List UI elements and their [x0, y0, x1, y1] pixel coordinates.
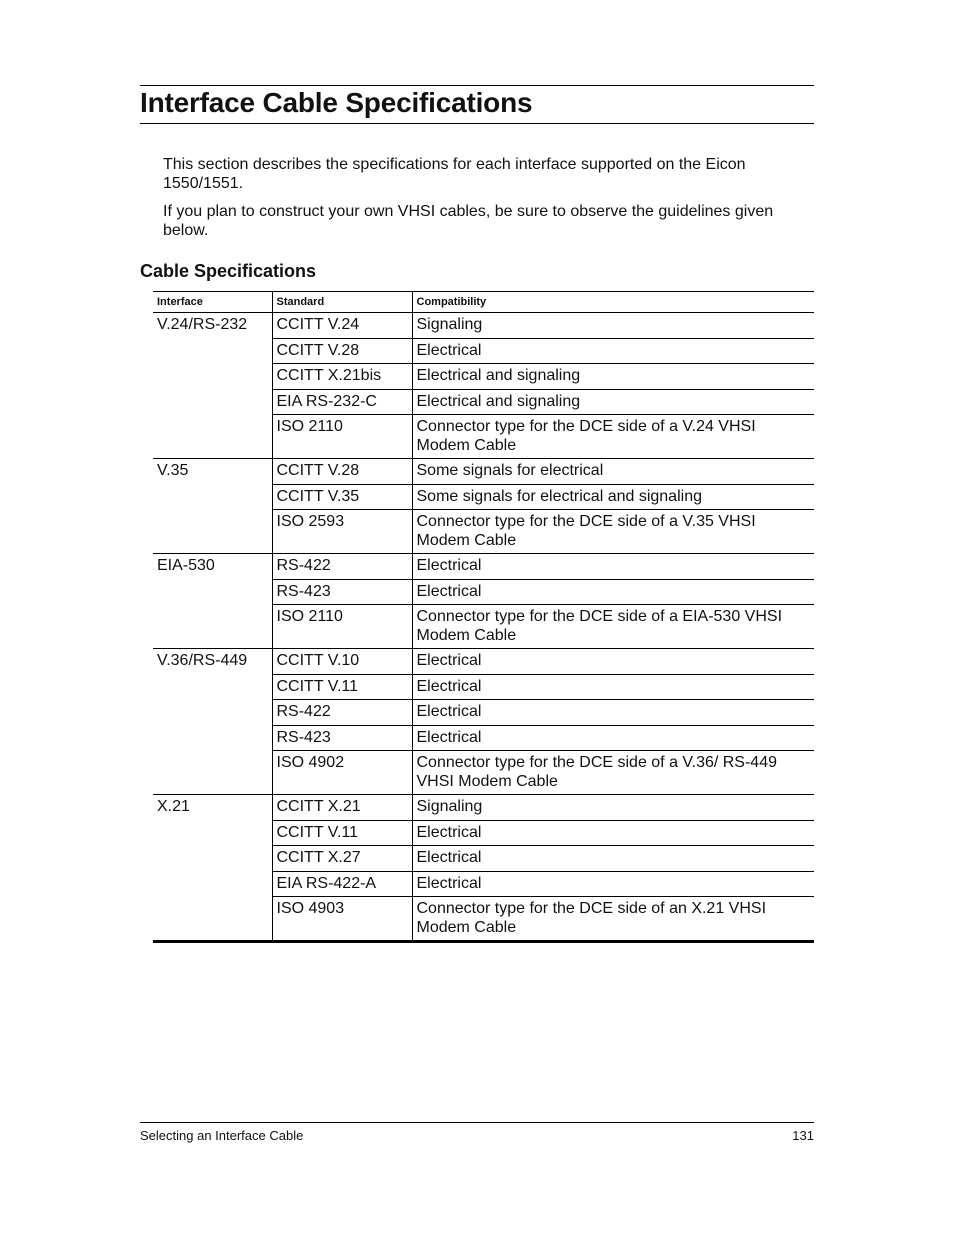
- cell-interface: [153, 820, 272, 846]
- cell-compatibility: Connector type for the DCE side of an X.21 VHSI Modem Cable: [412, 897, 814, 942]
- table-row: [153, 751, 814, 795]
- cell-interface: [153, 846, 272, 872]
- cell-compatibility: Connector type for the DCE side of a V.24 VHSI Modem Cable: [412, 415, 814, 459]
- cell-compatibility: Electrical: [412, 871, 814, 897]
- table-row: [153, 674, 814, 700]
- table-row: [153, 897, 814, 942]
- header-interface: Interface: [153, 292, 272, 313]
- cable-spec-table: [153, 291, 814, 943]
- cell-standard: ISO 2110: [272, 605, 412, 649]
- cell-compatibility: Electrical: [412, 579, 814, 605]
- table-row: [153, 554, 814, 580]
- cell-standard: CCITT V.28: [272, 338, 412, 364]
- table-row: [153, 871, 814, 897]
- table-row: [153, 725, 814, 751]
- cell-interface: [153, 725, 272, 751]
- table-row: [153, 700, 814, 726]
- cell-compatibility: Electrical: [412, 846, 814, 872]
- cell-compatibility: Some signals for electrical: [412, 459, 814, 485]
- cell-standard: ISO 2593: [272, 510, 412, 554]
- cell-standard: CCITT V.28: [272, 459, 412, 485]
- cell-standard: CCITT X.27: [272, 846, 412, 872]
- cell-standard: ISO 4902: [272, 751, 412, 795]
- cell-compatibility: Electrical and signaling: [412, 389, 814, 415]
- table-row: [153, 579, 814, 605]
- cell-interface: V.24/RS-232: [157, 316, 248, 333]
- cell-interface: [153, 751, 272, 795]
- cell-interface: [153, 605, 272, 649]
- cell-interface: [153, 389, 272, 415]
- table-row: [153, 364, 814, 390]
- cell-compatibility: Electrical and signaling: [412, 364, 814, 390]
- cell-compatibility: Signaling: [412, 795, 814, 821]
- cell-compatibility: Connector type for the DCE side of a V.35 VHSI Modem Cable: [412, 510, 814, 554]
- cell-standard: CCITT X.21bis: [272, 364, 412, 390]
- cell-interface: V.36/RS-449: [157, 652, 248, 669]
- cell-standard: ISO 4903: [272, 897, 412, 942]
- table-row: [153, 338, 814, 364]
- section-heading: Cable Specifications: [140, 261, 317, 281]
- cell-interface: [153, 364, 272, 390]
- cell-standard: RS-423: [272, 725, 412, 751]
- page-number: 131: [792, 1128, 814, 1143]
- cell-compatibility: Electrical: [412, 554, 814, 580]
- table-row: [153, 510, 814, 554]
- cell-compatibility: Electrical: [412, 725, 814, 751]
- header-standard: Standard: [272, 292, 412, 313]
- table-row: [153, 484, 814, 510]
- cell-interface: EIA-530: [157, 557, 215, 574]
- cell-compatibility: Electrical: [412, 700, 814, 726]
- cell-interface: [153, 674, 272, 700]
- cell-standard: EIA RS-422-A: [272, 871, 412, 897]
- intro-paragraph-1: This section describes the specifications for each interface supported on the Eicon 1550/1551.: [163, 156, 746, 192]
- table-row: [153, 313, 814, 339]
- cell-compatibility: Connector type for the DCE side of a V.36/ RS-449 VHSI Modem Cable: [412, 751, 814, 795]
- cell-standard: RS-422: [272, 700, 412, 726]
- cell-compatibility: Signaling: [412, 313, 814, 339]
- cell-standard: CCITT V.35: [272, 484, 412, 510]
- title-bottom-rule: [140, 123, 814, 124]
- cell-standard: RS-422: [272, 554, 412, 580]
- cell-standard: CCITT V.24: [272, 313, 412, 339]
- table-row: [153, 820, 814, 846]
- table-row: [153, 389, 814, 415]
- cell-compatibility: Some signals for electrical and signaling: [412, 484, 814, 510]
- cell-standard: ISO 2110: [272, 415, 412, 459]
- table-row: [153, 459, 814, 485]
- table-row: [153, 415, 814, 459]
- cell-interface: [153, 510, 272, 554]
- cell-interface: [153, 579, 272, 605]
- cell-interface: V.35: [157, 462, 189, 479]
- cell-standard: CCITT V.11: [272, 674, 412, 700]
- cell-compatibility: Electrical: [412, 338, 814, 364]
- footer-section-title: Selecting an Interface Cable: [140, 1128, 304, 1143]
- table-row: [153, 649, 814, 675]
- cell-interface: [153, 871, 272, 897]
- table-row: [153, 846, 814, 872]
- table-row: [153, 605, 814, 649]
- cell-standard: EIA RS-232-C: [272, 389, 412, 415]
- cell-interface: [153, 897, 272, 942]
- cell-compatibility: Electrical: [412, 820, 814, 846]
- cell-compatibility: Electrical: [412, 674, 814, 700]
- cell-interface: [153, 484, 272, 510]
- cell-compatibility: Connector type for the DCE side of a EIA-530 VHSI Modem Cable: [412, 605, 814, 649]
- cell-interface: X.21: [157, 798, 190, 815]
- cell-standard: RS-423: [272, 579, 412, 605]
- header-compatibility: Compatibility: [412, 292, 814, 313]
- cell-standard: CCITT X.21: [272, 795, 412, 821]
- cell-standard: CCITT V.11: [272, 820, 412, 846]
- table-row: [153, 795, 814, 821]
- page-title: Interface Cable Specifications: [140, 87, 533, 118]
- table-body: [153, 313, 814, 942]
- cell-compatibility: Electrical: [412, 649, 814, 675]
- cell-interface: [153, 415, 272, 459]
- intro-paragraph-2: If you plan to construct your own VHSI cables, be sure to observe the guidelines given below.: [163, 203, 774, 239]
- cell-interface: [153, 700, 272, 726]
- cell-standard: CCITT V.10: [272, 649, 412, 675]
- cell-interface: [153, 338, 272, 364]
- footer-rule: [140, 1122, 814, 1123]
- table-header-row: [153, 292, 814, 313]
